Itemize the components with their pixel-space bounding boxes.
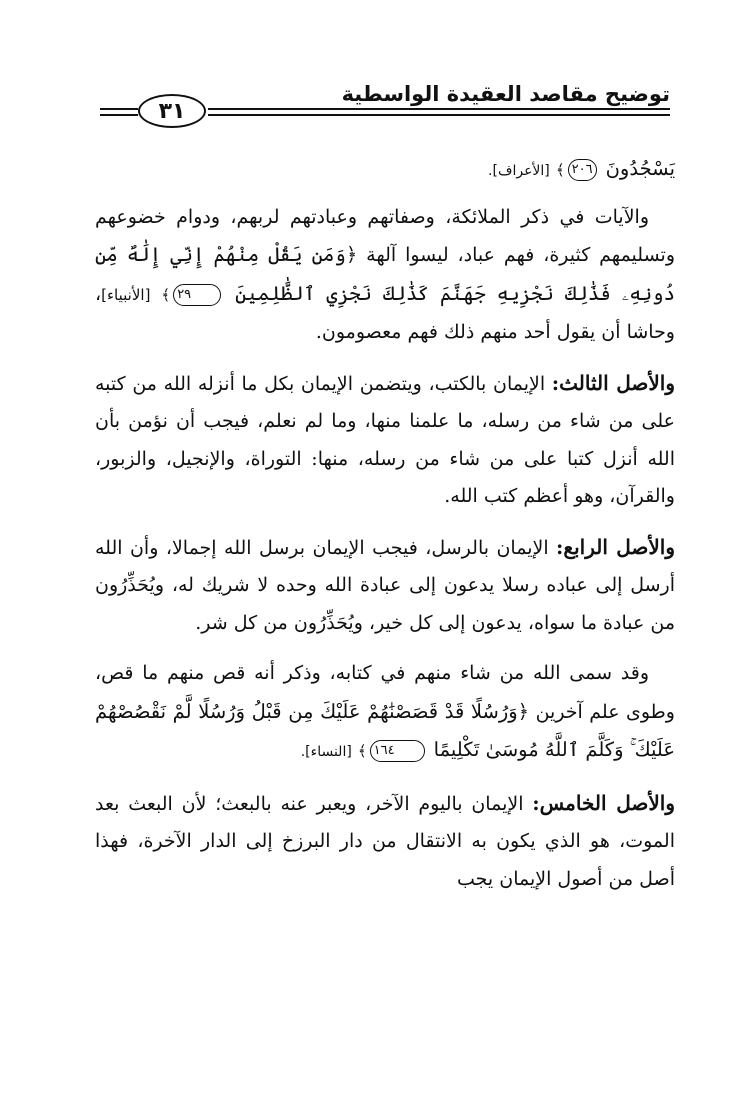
header-rule — [100, 114, 138, 116]
quran-close-bracket: ﴾ — [555, 161, 565, 179]
paragraph-angels — [95, 199, 675, 352]
paragraph-text: والآيات في ذكر الملائكة، وصفاتهم وعبادتهم لربهم، ودوام خضوعهم وتسليمهم كثيرة، فهم عباد، ليسوا آلهة — [95, 205, 675, 266]
quran-verse: ﴿وَرُسُلًا قَدْ قَصَصْنَٰهُمْ عَلَيْكَ مِن قَبْلُ وَرُسُلًا لَّمْ نَقْصُصْهُمْ عَلَيْكَ ۚ وَكَلَّمَ ٱللَّهُ مُوسَىٰ تَكْلِيمًا — [95, 699, 675, 761]
paragraph-third-principle — [95, 365, 675, 516]
paragraph-text: الإيمان باليوم الآخر، ويعبر عنه بالبعث؛ لأن البعث بعد الموت، هو الذي يكون به الانتقال من دار البرزخ إلى الدار الآخرة، فهذا أصل من أصول الإيمان يجب — [95, 792, 675, 890]
ayah-number-marker: ٢٠٦ — [568, 159, 597, 181]
header-rule — [208, 108, 670, 110]
surah-reference: [الأعراف]. — [488, 163, 550, 179]
quran-close-bracket: ﴾ — [357, 742, 367, 760]
quran-verse: ﴿وَمَن يَقُلْ مِنْهُمْ إِنِّي إِلَٰهٌ مِّن دُونِهِۦ فَذَٰلِكَ نَجْزِيهِ جَهَنَّمَ كَذَٰلِكَ نَجْزِي ٱلظَّٰلِمِينَ — [95, 243, 675, 305]
paragraph-fourth-principle — [95, 529, 675, 643]
ayah-number-marker: ٢٩ — [173, 284, 221, 306]
ayah-number-marker: ١٦٤ — [370, 740, 425, 762]
page-body — [95, 150, 675, 911]
surah-reference: [الأنبياء] — [101, 285, 151, 304]
quran-verse-end: يَسْجُدُونَ — [605, 157, 675, 180]
paragraph-text: الإيمان بالكتب، ويتضمن الإيمان بكل ما أنزله الله من كتبه على من شاء من رسله، ما علمنا منها، وما لم نعلم، فيجب أن نؤمن بأن الله أنزل كتبا على من شاء من رسله، منها: التوراة، والإنجيل، والزبور، والقرآن، وهو أعظم كتب الله. — [95, 372, 675, 507]
page-number: ٣١ — [138, 94, 206, 128]
section-heading: والأصل الخامس: — [532, 790, 675, 815]
section-heading: والأصل الرابع: — [556, 534, 675, 559]
page-header — [100, 72, 670, 142]
section-heading: والأصل الثالث: — [551, 370, 675, 395]
paragraph-text: وقد سمى الله من شاء منهم في كتابه، وذكر أنه قص منهم ما قص، وطوى علم آخرين — [95, 662, 675, 723]
paragraph-text: ، وحاشا أن يقول أحد منهم ذلك فهم معصومون. — [95, 282, 675, 343]
paragraph-continuation — [95, 150, 675, 191]
quran-close-bracket: ﴾ — [161, 285, 171, 304]
paragraph-fifth-principle — [95, 785, 675, 899]
header-rule — [208, 114, 670, 116]
paragraph-text: الإيمان بالرسل، فيجب الإيمان برسل الله إجمالا، وأن الله أرسل إلى عباده رسلا يدعون إلى عبادة الله وحده لا شريك له، ويُحَذِّرُون من عبادة ما سواه، يدعون إلى كل خير، ويُحَذِّرُون من كل شر. — [95, 536, 675, 634]
header-rule — [100, 108, 138, 110]
paragraph-messengers-named — [95, 655, 675, 772]
surah-reference: [النساء]. — [300, 744, 352, 760]
running-title: توضيح مقاصد العقيدة الواسطية — [341, 82, 670, 106]
